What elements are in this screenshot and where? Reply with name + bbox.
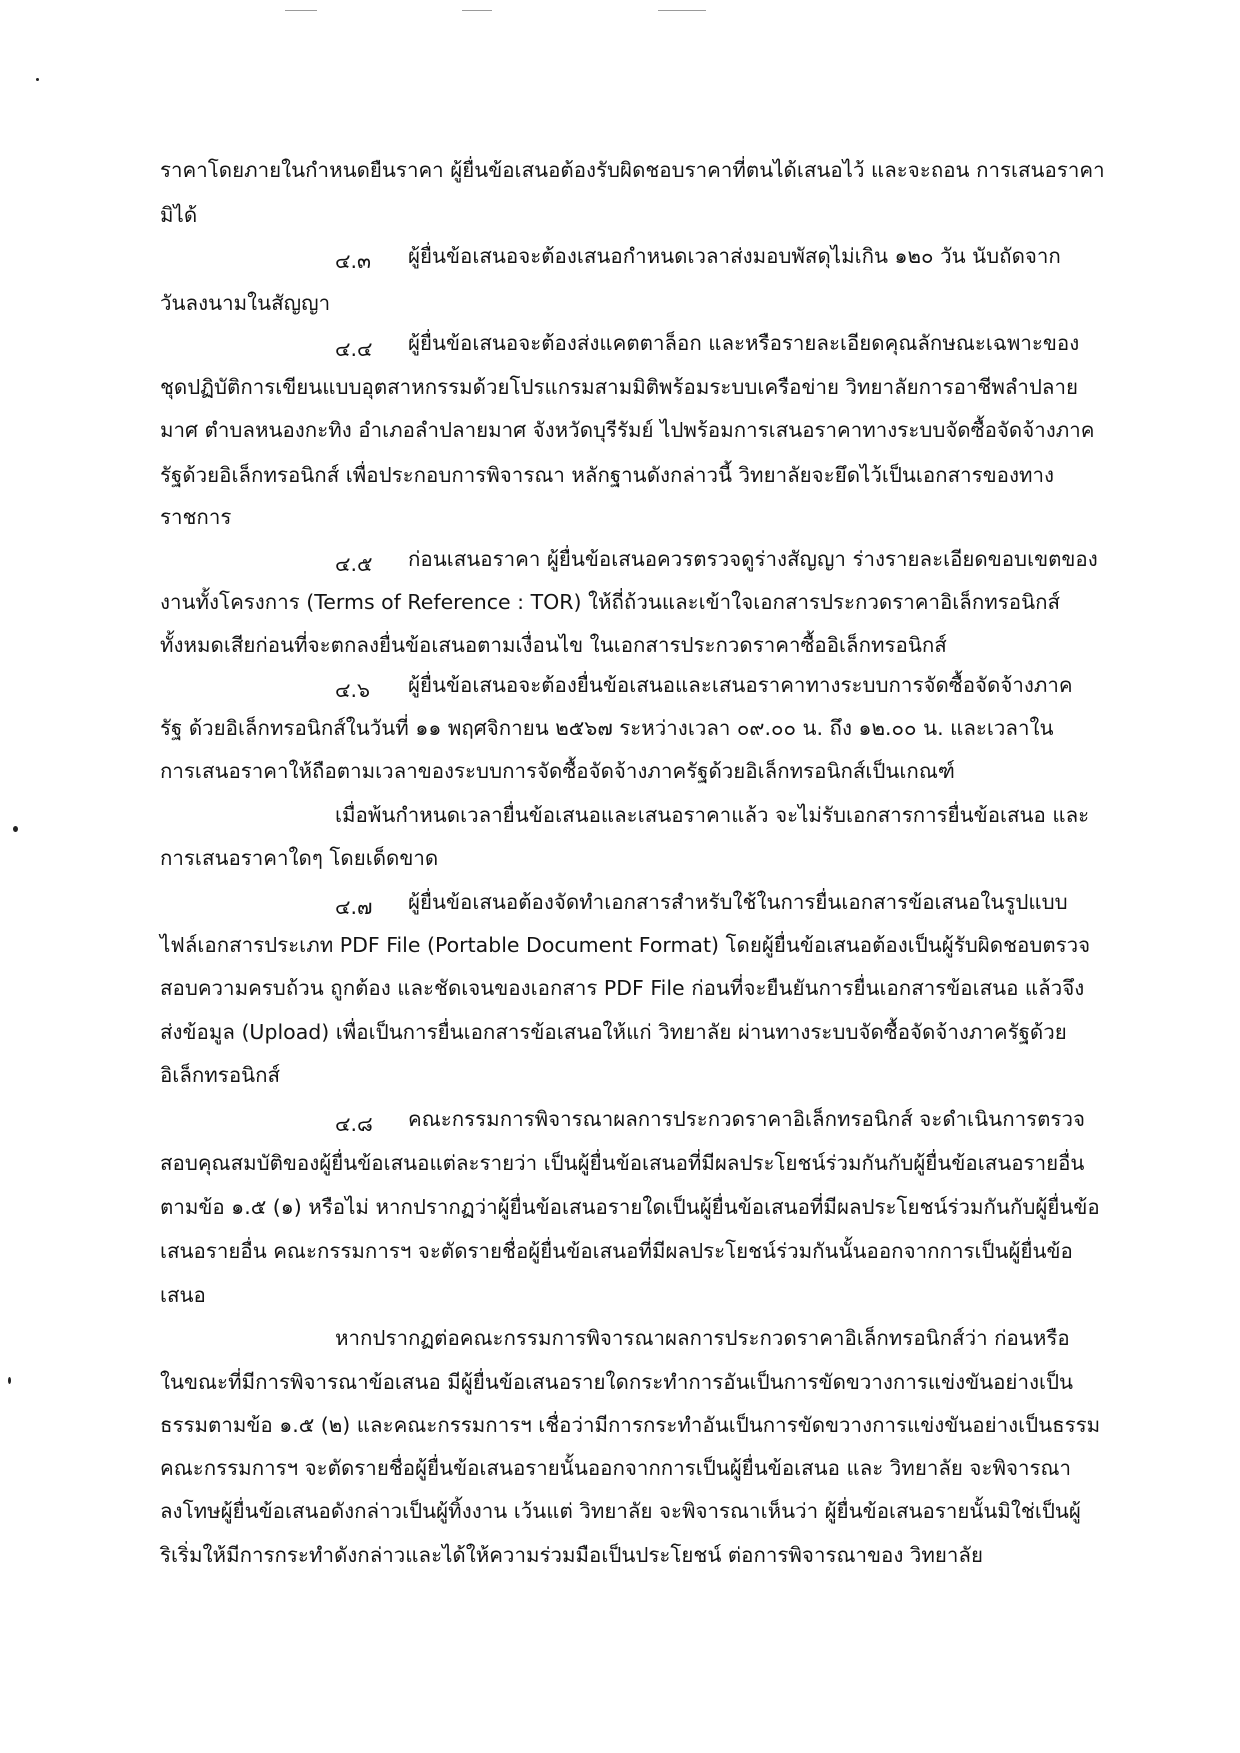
clause-number: ๔.๖: [335, 678, 371, 702]
clause-number: ๔.๗: [335, 895, 373, 919]
body-line: อิเล็กทรอนิกส์: [160, 1063, 281, 1087]
body-line: มาศ ตำบลหนองกะทิง อำเภอลำปลายมาศ จังหวัดบุรีรัมย์ ไปพร้อมการเสนอราคาทางระบบจัดซื้อจัดจ้างภาค: [160, 418, 1095, 442]
body-line: ผู้ยื่นข้อเสนอต้องจัดทำเอกสารสำหรับใช้ในการยื่นเอกสารข้อเสนอในรูปแบบ: [408, 890, 1068, 914]
body-line: สอบคุณสมบัติของผู้ยื่นข้อเสนอแต่ละรายว่า เป็นผู้ยื่นข้อเสนอที่มีผลประโยชน์ร่วมกันกับผู้ยื่นข้อเสนอรายอื่น: [160, 1151, 1085, 1175]
body-line: คณะกรรมการฯ จะตัดรายชื่อผู้ยื่นข้อเสนอรายนั้นออกจากการเป็นผู้ยื่นข้อเสนอ และ วิทยาลัย จะพิจารณา: [160, 1456, 1072, 1480]
body-line: ตามข้อ ๑.๕ (๑) หรือไม่ หากปรากฏว่าผู้ยื่นข้อเสนอรายใดเป็นผู้ยื่นข้อเสนอที่มีผลประโยชน์ร่วมกันกับผู้ยื่นข้อ: [160, 1195, 1100, 1219]
body-line: รัฐด้วยอิเล็กทรอนิกส์ เพื่อประกอบการพิจารณา หลักฐานดังกล่าวนี้ วิทยาลัยจะยึดไว้เป็นเอกสารของทาง: [160, 463, 1055, 487]
clause-number: ๔.๘: [335, 1112, 373, 1136]
body-line: ส่งข้อมูล (Upload) เพื่อเป็นการยื่นเอกสารข้อเสนอให้แก่ วิทยาลัย ผ่านทางระบบจัดซื้อจัดจ้างภาครัฐด้วย: [160, 1020, 1067, 1044]
body-line: งานทั้งโครงการ (Terms of Reference : TOR) ให้ถี่ถ้วนและเข้าใจเอกสารประกวดราคาอิเล็กทรอนิกส์: [160, 590, 1061, 614]
body-line: คณะกรรมการพิจารณาผลการประกวดราคาอิเล็กทรอนิกส์ จะดำเนินการตรวจ: [408, 1107, 1085, 1131]
body-line: ในขณะที่มีการพิจารณาข้อเสนอ มีผู้ยื่นข้อเสนอรายใดกระทำการอันเป็นการขัดขวางการแข่งขันอย่างเป็น: [160, 1370, 1074, 1394]
body-line: หากปรากฏต่อคณะกรรมการพิจารณาผลการประกวดราคาอิเล็กทรอนิกส์ว่า ก่อนหรือ: [335, 1326, 1070, 1350]
body-line: ก่อนเสนอราคา ผู้ยื่นข้อเสนอควรตรวจดูร่างสัญญา ร่างรายละเอียดขอบเขตของ: [408, 547, 1098, 571]
body-line: เสนอรายอื่น คณะกรรมการฯ จะตัดรายชื่อผู้ยื่นข้อเสนอที่มีผลประโยชน์ร่วมกันนั้นออกจากการเป็นผู้ยื่นข้อ: [160, 1239, 1073, 1263]
body-line: ผู้ยื่นข้อเสนอจะต้องเสนอกำหนดเวลาส่งมอบพัสดุไม่เกิน ๑๒๐ วัน นับถัดจาก: [408, 244, 1061, 268]
body-line: ลงโทษผู้ยื่นข้อเสนอดังกล่าวเป็นผู้ทิ้งงาน เว้นแต่ วิทยาลัย จะพิจารณาเห็นว่า ผู้ยื่นข้อเสนอรายนั้นมิใช่เป็นผู้: [160, 1499, 1081, 1523]
body-line: ราคาโดยภายในกำหนดยืนราคา ผู้ยื่นข้อเสนอต้องรับผิดชอบราคาที่ตนได้เสนอไว้ และจะถอน การเสนอราคา: [160, 158, 1105, 182]
scan-speck: [8, 1377, 11, 1384]
body-line: วันลงนามในสัญญา: [160, 291, 331, 315]
body-line: เสนอ: [160, 1283, 206, 1307]
body-line: การเสนอราคาให้ถือตามเวลาของระบบการจัดซื้อจัดจ้างภาครัฐด้วยอิเล็กทรอนิกส์เป็นเกณฑ์: [160, 759, 955, 783]
body-line: ชุดปฏิบัติการเขียนแบบอุตสาหกรรมด้วยโปรแกรมสามมิติพร้อมระบบเครือข่าย วิทยาลัยการอาชีพลำปลาย: [160, 375, 1079, 399]
header-mark: [658, 10, 706, 11]
body-line: ไฟล์เอกสารประเภท PDF File (Portable Document Format) โดยผู้ยื่นข้อเสนอต้องเป็นผู้รับผิดชอบตรวจ: [160, 933, 1091, 957]
clause-number: ๔.๕: [335, 552, 373, 576]
clause-number: ๔.๓: [335, 249, 372, 273]
clause-number: ๔.๔: [335, 337, 373, 361]
body-line: ผู้ยื่นข้อเสนอจะต้องส่งแคตตาล็อก และหรือรายละเอียดคุณลักษณะเฉพาะของ: [408, 331, 1080, 355]
body-line: เมื่อพ้นกำหนดเวลายื่นข้อเสนอและเสนอราคาแล้ว จะไม่รับเอกสารการยื่นข้อเสนอ และ: [335, 803, 1090, 827]
scan-speck: [36, 78, 39, 81]
body-line: ทั้งหมดเสียก่อนที่จะตกลงยื่นข้อเสนอตามเงื่อนไข ในเอกสารประกวดราคาซื้ออิเล็กทรอนิกส์: [160, 633, 947, 657]
body-line: รัฐ ด้วยอิเล็กทรอนิกส์ในวันที่ ๑๑ พฤศจิกายน ๒๕๖๗ ระหว่างเวลา ๐๙.๐๐ น. ถึง ๑๒.๐๐ น. และเวลาใน: [160, 716, 1054, 740]
body-line: มิได้: [160, 203, 198, 227]
body-line: ราชการ: [160, 505, 232, 529]
header-mark: [285, 10, 317, 11]
body-line: สอบความครบถ้วน ถูกต้อง และชัดเจนของเอกสาร PDF File ก่อนที่จะยืนยันการยื่นเอกสารข้อเสนอ แล้วจึง: [160, 976, 1085, 1000]
body-line: ริเริ่มให้มีการกระทำดังกล่าวและได้ให้ความร่วมมือเป็นประโยชน์ ต่อการพิจารณาของ วิทยาลัย: [160, 1543, 983, 1567]
body-line: ธรรมตามข้อ ๑.๕ (๒) และคณะกรรมการฯ เชื่อว่ามีการกระทำอันเป็นการขัดขวางการแข่งขันอย่างเป็นธรรม: [160, 1413, 1101, 1437]
body-line: การเสนอราคาใดๆ โดยเด็ดขาด: [160, 846, 439, 870]
header-mark: [462, 10, 492, 11]
body-line: ผู้ยื่นข้อเสนอจะต้องยื่นข้อเสนอและเสนอราคาทางระบบการจัดซื้อจัดจ้างภาค: [408, 673, 1073, 697]
scan-speck: [13, 826, 18, 832]
